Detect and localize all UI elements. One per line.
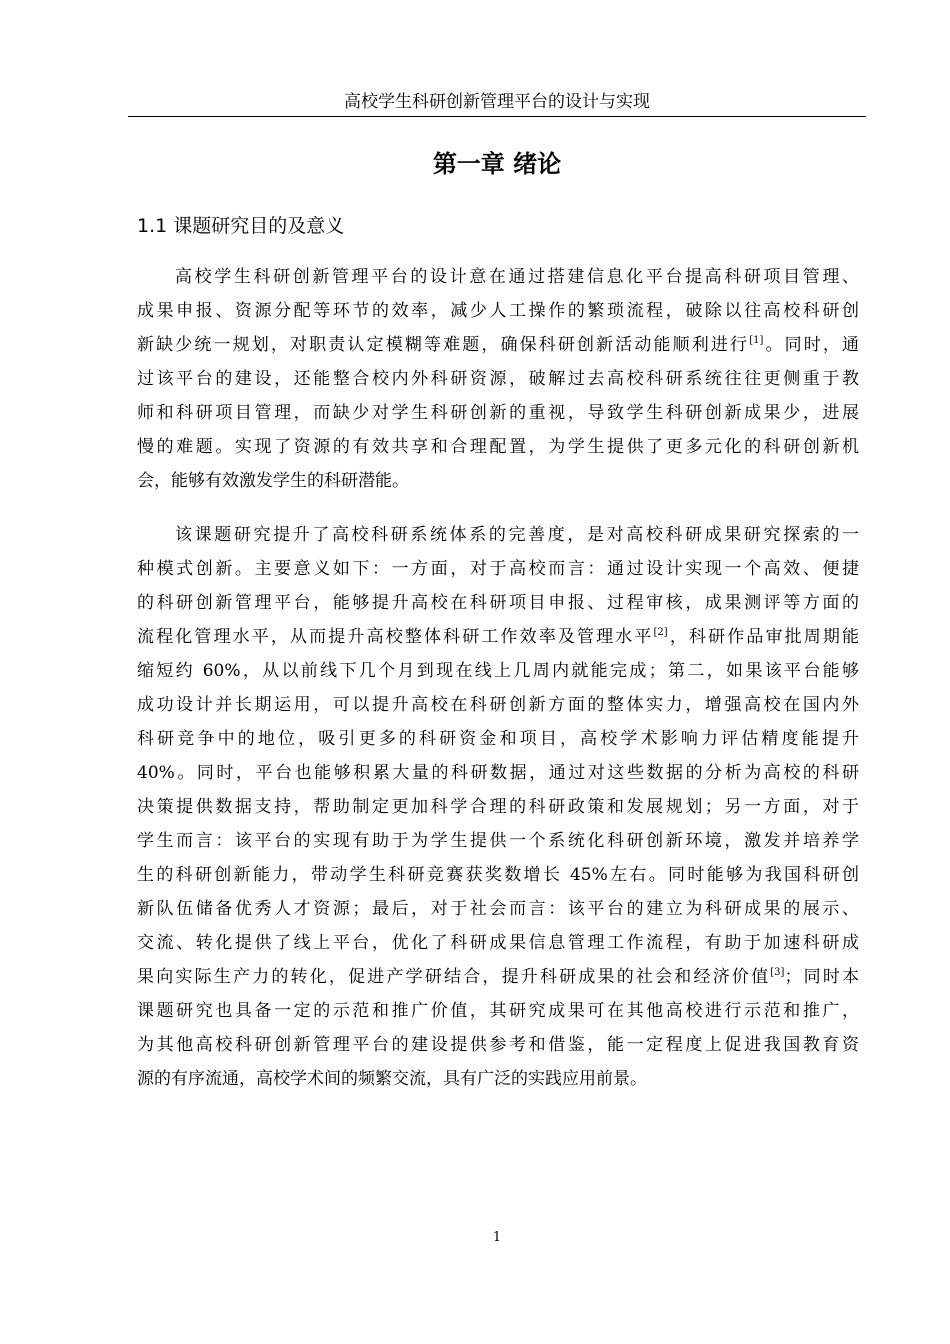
chapter-title: 第一章 绪论 bbox=[432, 150, 562, 178]
line-text: 成功设计并长期运用，可以提升高校在科研创新方面的整体实力，增强高校在国内外 bbox=[137, 695, 859, 715]
citation-marker: [3] bbox=[770, 967, 785, 978]
line-text: 源的有序流通，高校学术间的频繁交流，具有广泛的实践应用前景。 bbox=[137, 1069, 647, 1089]
paragraph-line bbox=[137, 430, 859, 464]
paragraph-line bbox=[137, 722, 859, 756]
line-text: 的科研创新管理平台，能够提升高校在科研项目申报、过程审核，成果测评等方面的 bbox=[137, 593, 859, 613]
paragraph-line bbox=[137, 396, 859, 430]
paragraph-line bbox=[137, 994, 859, 1028]
line-text: 生的科研创新能力，带动学生科研竞赛获奖数增长 45%左右。同时能够为我国科研创 bbox=[137, 865, 859, 885]
line-text: 新缺少统一规划，对职责认定模糊等难题，确保科研创新活动能顺利进行 bbox=[137, 335, 750, 355]
paragraph-line bbox=[137, 654, 859, 688]
citation-marker: [1] bbox=[749, 335, 764, 346]
line-text: 交流、转化提供了线上平台，优化了科研成果信息管理工作流程，有助于加速科研成 bbox=[137, 933, 859, 953]
line-text: 课题研究也具备一定的示范和推广价值，其研究成果可在其他高校进行示范和推广， bbox=[137, 1001, 859, 1021]
paragraph-line bbox=[137, 1062, 859, 1096]
body-paragraph-1 bbox=[137, 260, 859, 498]
paragraph-line bbox=[137, 464, 859, 498]
paragraph-line bbox=[137, 892, 859, 926]
running-header-title: 高校学生科研创新管理平台的设计与实现 bbox=[344, 92, 650, 112]
line-text: 会，能够有效激发学生的科研潜能。 bbox=[137, 471, 409, 491]
paragraph-line bbox=[137, 328, 859, 362]
paragraph-line bbox=[137, 926, 859, 960]
paragraph-line bbox=[137, 260, 859, 294]
line-text-after-citation: ；同时本 bbox=[784, 967, 860, 987]
line-text: 决策提供数据支持，帮助制定更加科学合理的科研政策和发展规划；另一方面，对于 bbox=[137, 797, 859, 817]
page-number: 1 bbox=[492, 1230, 502, 1245]
line-text: 慢的难题。实现了资源的有效共享和合理配置，为学生提供了更多元化的科研创新机 bbox=[137, 437, 859, 457]
paragraph-line bbox=[137, 858, 859, 892]
paragraph-line bbox=[137, 552, 859, 586]
line-text: 过该平台的建设，还能整合校内外科研资源，破解过去高校科研系统往往更侧重于教 bbox=[137, 369, 859, 389]
line-text: 高校学生科研创新管理平台的设计意在通过搭建信息化平台提高科研项目管理、 bbox=[175, 267, 859, 287]
line-text: 种模式创新。主要意义如下：一方面，对于高校而言：通过设计实现一个高效、便捷 bbox=[137, 559, 859, 579]
line-text: 新队伍储备优秀人才资源；最后，对于社会而言：该平台的建立为科研成果的展示、 bbox=[137, 899, 859, 919]
section-title: 1.1 课题研究目的及意义 bbox=[137, 215, 345, 237]
citation-marker: [2] bbox=[653, 627, 668, 638]
line-text: 为其他高校科研创新管理平台的建设提供参考和借鉴，能一定程度上促进我国教育资 bbox=[137, 1035, 859, 1055]
line-text-after-citation: ，科研作品审批周期能 bbox=[667, 627, 860, 647]
line-text: 果向实际生产力的转化，促进产学研结合，提升科研成果的社会和经济价值 bbox=[137, 967, 771, 987]
paragraph-line bbox=[137, 688, 859, 722]
paragraph-line bbox=[137, 824, 859, 858]
paragraph-line bbox=[137, 362, 859, 396]
paragraph-line bbox=[137, 586, 859, 620]
body-paragraph-2 bbox=[137, 518, 859, 1096]
line-text: 该课题研究提升了高校科研系统体系的完善度，是对高校科研成果研究探索的一 bbox=[175, 525, 859, 545]
line-text: 科研竞争中的地位，吸引更多的科研资金和项目，高校学术影响力评估精度能提升 bbox=[137, 729, 859, 749]
line-text: 成果申报、资源分配等环节的效率，减少人工操作的繁琐流程，破除以往高校科研创 bbox=[137, 301, 859, 321]
line-text-after-citation: 。同时，通 bbox=[763, 335, 860, 355]
running-header bbox=[128, 90, 866, 117]
paragraph-line bbox=[137, 518, 859, 552]
line-text: 40%。同时，平台也能够积累大量的科研数据，通过对这些数据的分析为高校的科研 bbox=[137, 763, 859, 783]
line-text: 学生而言：该平台的实现有助于为学生提供一个系统化科研创新环境，激发并培养学 bbox=[137, 831, 859, 851]
paragraph-line bbox=[137, 1028, 859, 1062]
line-text: 缩短约 60%，从以前线下几个月到现在线上几周内就能完成；第二，如果该平台能够 bbox=[137, 661, 859, 681]
paragraph-line bbox=[137, 620, 859, 654]
line-text: 师和科研项目管理，而缺少对学生科研创新的重视，导致学生科研创新成果少，进展 bbox=[137, 403, 859, 423]
paragraph-line bbox=[137, 960, 859, 994]
paragraph-line bbox=[137, 756, 859, 790]
paragraph-line bbox=[137, 790, 859, 824]
paragraph-line bbox=[137, 294, 859, 328]
line-text: 流程化管理水平，从而提升高校整体科研工作效率及管理水平 bbox=[137, 627, 654, 647]
